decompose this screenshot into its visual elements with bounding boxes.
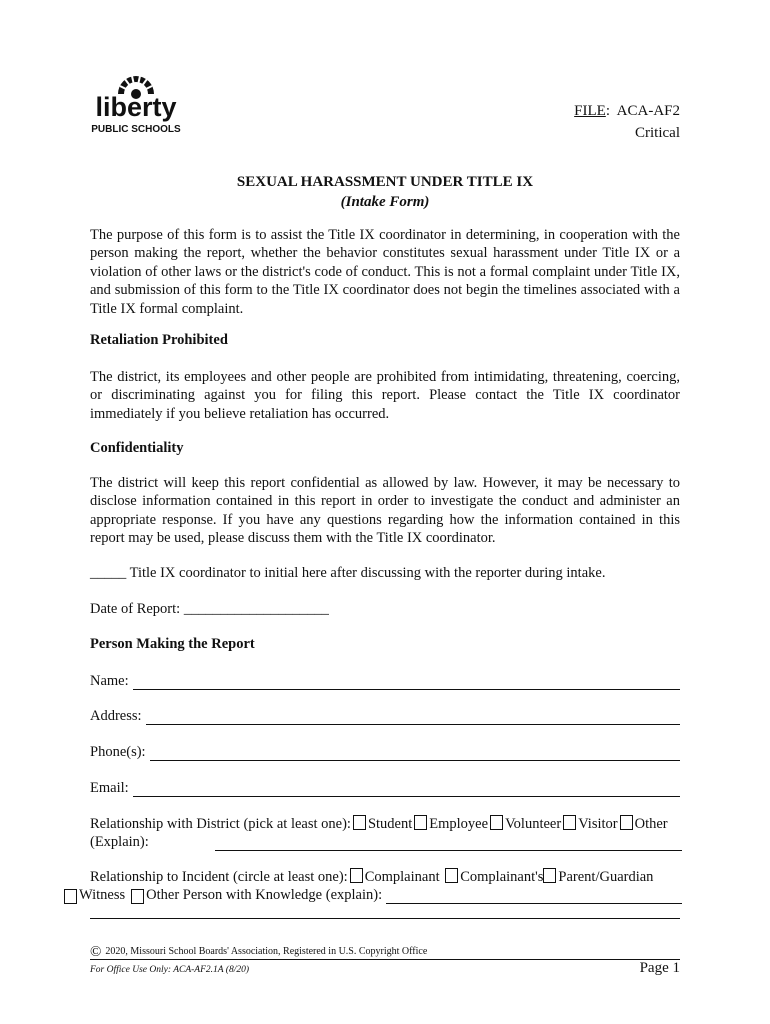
explain-extra-line[interactable] xyxy=(90,918,680,919)
checkbox-volunteer[interactable] xyxy=(490,815,503,830)
explain-label: (Explain): xyxy=(90,834,149,850)
option-witness: Witness xyxy=(79,887,126,903)
form-title xyxy=(90,172,680,212)
checkbox-visitor[interactable] xyxy=(563,815,576,830)
checkbox-other-person[interactable] xyxy=(131,889,144,904)
option-complainant: Complainant xyxy=(364,869,440,885)
file-status: Critical xyxy=(635,125,680,141)
option-employee: Employee xyxy=(429,816,489,832)
footer-divider xyxy=(90,959,680,960)
checkbox-student[interactable] xyxy=(353,815,366,830)
option-other-person: Other Person with Knowledge (explain): xyxy=(146,887,383,903)
relationship-incident xyxy=(79,868,682,904)
checkbox-witness[interactable] xyxy=(64,889,77,904)
district-logo xyxy=(88,64,184,136)
relationship-incident-prefix: Relationship to Incident (circle at least one): xyxy=(90,869,348,885)
file-label: FILE xyxy=(574,103,606,119)
other-person-input-line[interactable] xyxy=(386,891,682,904)
address-label: Address: xyxy=(90,708,142,724)
checkbox-employee[interactable] xyxy=(414,815,427,830)
svg-text:liberty: liberty xyxy=(95,92,177,122)
name-input-line[interactable] xyxy=(133,675,680,690)
email-field[interactable] xyxy=(90,777,680,797)
email-input-line[interactable] xyxy=(133,782,680,797)
explain-input-line[interactable] xyxy=(215,838,682,851)
address-field[interactable] xyxy=(90,705,680,725)
page-number: Page 1 xyxy=(639,960,680,976)
checkbox-other[interactable] xyxy=(620,815,633,830)
form-subtitle: (Intake Form) xyxy=(340,194,430,210)
address-input-line[interactable] xyxy=(146,710,680,725)
retaliation-heading: Retaliation Prohibited xyxy=(90,332,228,348)
option-volunteer: Volunteer xyxy=(505,816,562,832)
phone-label: Phone(s): xyxy=(90,744,146,760)
name-field[interactable] xyxy=(90,670,680,690)
retaliation-paragraph: The district, its employees and other people are prohibited from intimidating, threatening, coercing, or discriminating against you for filing this report. Please contact the Title IX coordinator immediately if you believe retaliation has occurred. xyxy=(90,369,680,422)
name-label: Name: xyxy=(90,673,129,689)
copyright-symbol: © xyxy=(90,944,102,960)
confidentiality-heading: Confidentiality xyxy=(90,440,184,456)
intro-paragraph: The purpose of this form is to assist the Title IX coordinator in determining, in cooperation with the person making the report, whether the behavior constitutes sexual harassment under Title IX or a violation of other laws or the district's code of conduct. This is not a formal complaint under Title IX, and submission of this form to the Title IX coordinator does not begin the timelines associated with a Title IX formal complaint. xyxy=(90,227,680,317)
coordinator-initial-line[interactable]: _____ Title IX coordinator to initial here after discussing with the reporter during intake. xyxy=(90,565,606,581)
phone-field[interactable] xyxy=(90,741,680,761)
date-of-report-field[interactable]: Date of Report: ____________________ xyxy=(90,601,329,617)
relationship-district xyxy=(90,815,682,851)
email-label: Email: xyxy=(90,780,129,796)
option-complainants: Complainant's xyxy=(460,869,544,885)
confidentiality-paragraph: The district will keep this report confidential as allowed by law. However, it may be necessary to disclose information contained in this report in order to investigate the conduct and administer an appropriate response. If you have any questions regarding how the information contained in this report may be used, please discuss them with the Title IX coordinator. xyxy=(90,475,680,547)
svg-text:PUBLIC SCHOOLS: PUBLIC SCHOOLS xyxy=(91,124,181,135)
option-other: Other xyxy=(634,816,668,832)
relationship-district-prefix: Relationship with District (pick at least one): xyxy=(90,816,351,832)
liberty-logo-icon xyxy=(88,64,184,136)
checkbox-complainants-parent[interactable] xyxy=(445,868,458,883)
option-parent-guardian: Parent/Guardian xyxy=(558,869,654,885)
option-visitor: Visitor xyxy=(578,816,618,832)
person-heading: Person Making the Report xyxy=(90,636,255,652)
copyright-text: 2020, Missouri School Boards' Association, Registered in U.S. Copyright Office xyxy=(105,946,428,957)
file-code: ACA-AF2 xyxy=(616,103,680,119)
checkbox-parent-guardian[interactable] xyxy=(543,868,556,883)
file-reference: FILE: ACA-AF2 Critical xyxy=(574,100,680,144)
office-use-note: For Office Use Only: ACA-AF2.1A (8/20) xyxy=(90,965,250,975)
option-student: Student xyxy=(367,816,413,832)
checkbox-complainant[interactable] xyxy=(350,868,363,883)
form-title-main: SEXUAL HARASSMENT UNDER TITLE IX xyxy=(236,174,534,190)
phone-input-line[interactable] xyxy=(150,746,680,761)
